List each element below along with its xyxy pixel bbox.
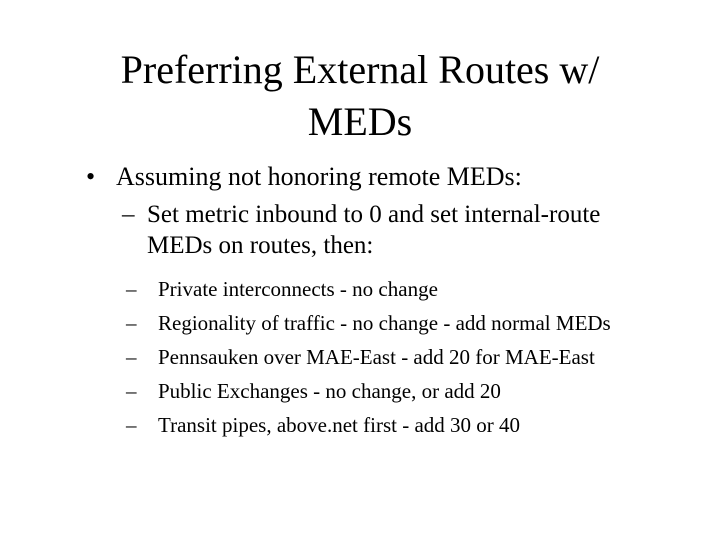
sub-list-marker: – [126,311,137,335]
sub-list-marker: – [126,277,137,301]
title-line-2: MEDs [307,99,413,144]
sub-list-text: Regionality of traffic - no change - add normal MEDs [158,311,611,335]
title-line-1: Preferring External Routes w/ [120,47,600,92]
sub-list-marker: – [126,413,137,437]
sub-list-marker: – [126,345,137,369]
sub-list-marker: – [126,379,137,403]
sub-list-text: Transit pipes, above.net first - add 30 or 40 [158,413,521,437]
bullet-text: Assuming not honoring remote MEDs: [116,162,522,191]
sub-bullet-text: Set metric inbound to 0 and set internal-route MEDs on routes, then: [147,201,601,259]
sub-list-text: Public Exchanges - no change, or add 20 [158,379,501,403]
sub-bullet-marker: – [122,201,135,228]
sub-list-text: Pennsauken over MAE-East - add 20 for MAE-East [158,345,595,369]
sub-list-text: Private interconnects - no change [158,277,438,301]
sub-bullet-item [122,199,667,261]
bullet-marker: • [86,162,96,191]
bullet-item [86,160,522,194]
